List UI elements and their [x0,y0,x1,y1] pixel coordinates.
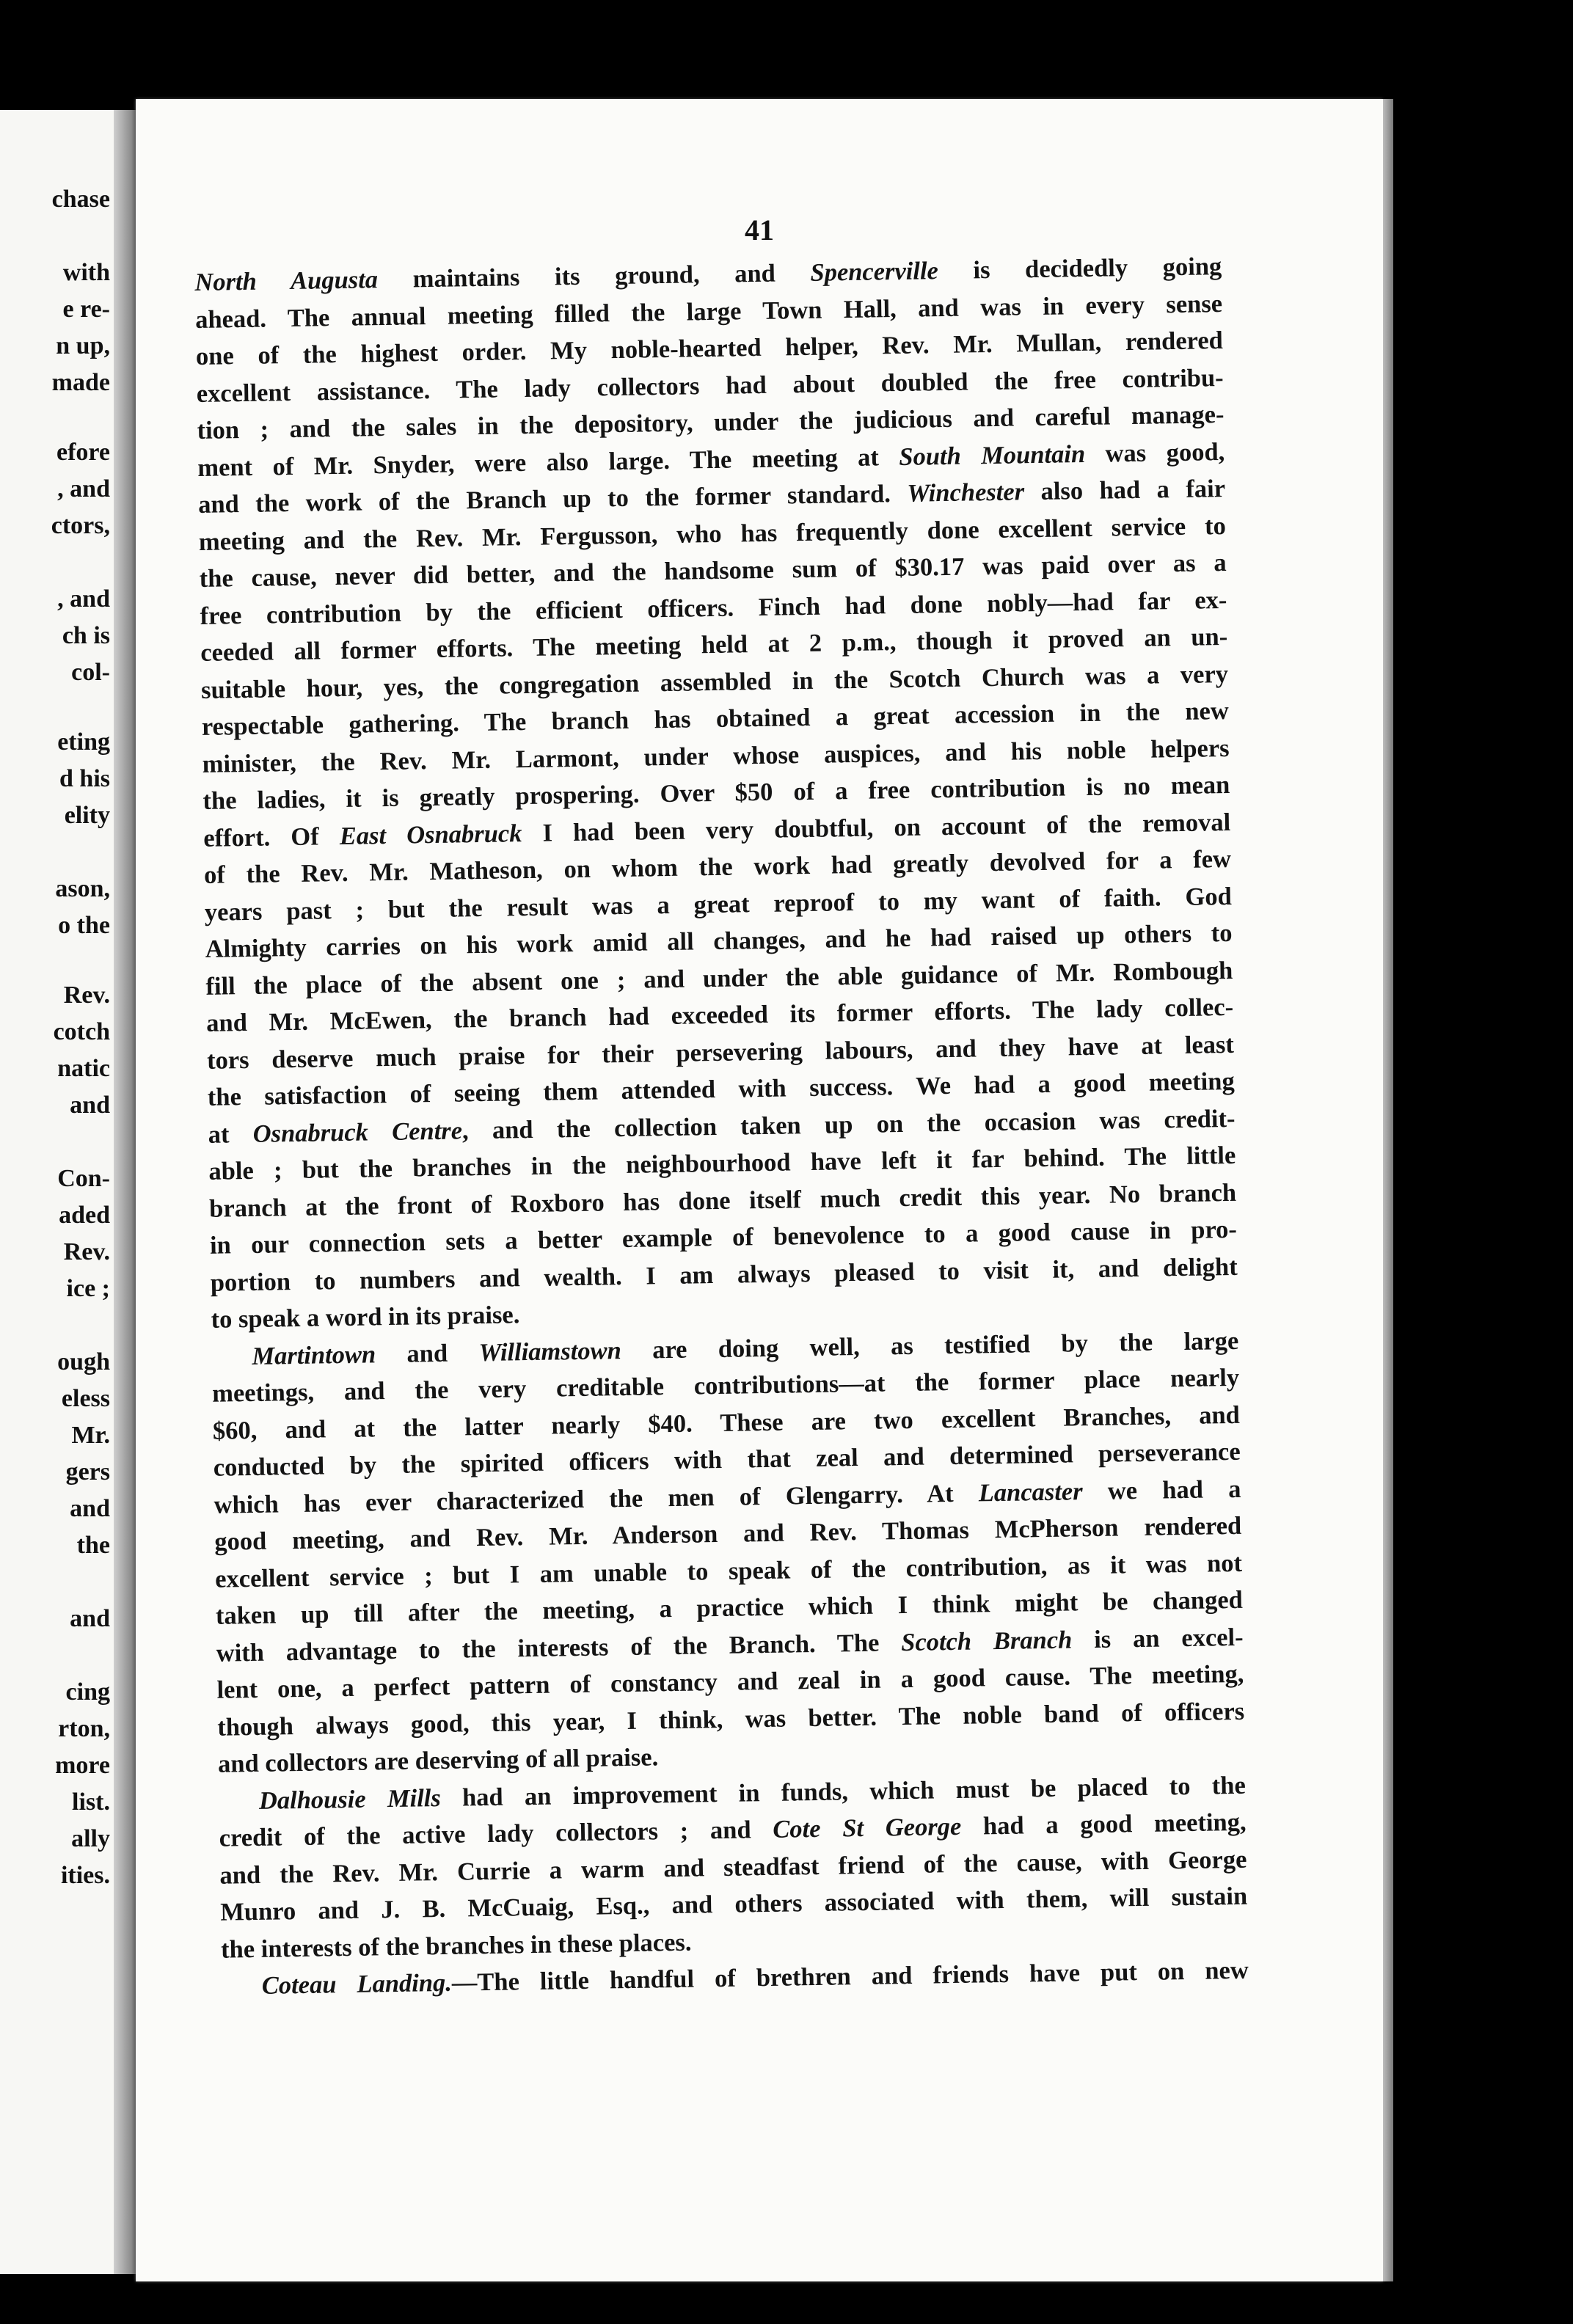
line-text: portion to numbers and wealth. I am always pleased to visit it, and delight [210,1252,1238,1297]
line-text: and the Rev. Mr. Currie a warm and steadfast friend of the cause, with George [219,1845,1247,1890]
line-text: able ; but the branches in the neighbourhood have left it far behind. The little [208,1141,1236,1185]
facing-page-text-fragment: ch is [62,622,110,649]
facing-page-text-fragment: and [70,1605,110,1632]
line-text: meeting and the Rev. Mr. Fergusson, who has frequently done excellent service to [198,511,1227,556]
facing-page-text-fragment: more [55,1752,110,1779]
line-text: tors deserve much praise for their persevering labours, and they have at least [206,1030,1235,1075]
line-text: effort. Of [202,822,340,852]
line-text: was good, [1084,437,1225,468]
facing-page-text-fragment: elity [64,802,110,829]
line-text: we had a [1082,1475,1241,1505]
line-text: the interests of the branches in these places. [220,1928,692,1964]
line-text: —The little handful of brethren and friends have put on new [451,1956,1249,1997]
place-name: Lancaster [978,1477,1083,1507]
line-text: the ladies, it is greatly prospering. Over $50 of a free contribution is no mean [202,770,1230,815]
facing-page-text-fragment: eting [57,728,110,756]
line-text: suitable hour, yes, the congregation assembled in the Scotch Church was a very [200,659,1229,704]
place-name: Dalhousie Mills [258,1783,442,1815]
place-name: East Osnabruck [339,819,522,850]
facing-page-text-fragment: eless [61,1385,110,1412]
facing-page-text-fragment: and [70,1495,110,1522]
facing-page-text-fragment: o the [58,912,110,939]
facing-page-text-fragment: ice ; [66,1275,110,1302]
facing-page-text-fragment: cing [65,1678,110,1706]
line-text: and the work of the Branch up to the former standard. [197,479,908,519]
line-text: had a good meeting, [960,1808,1247,1841]
line-text: free contribution by the efficient officers. Finch had done nobly—had far ex- [200,585,1227,630]
line-text: taken up till after the meeting, a practice which I think might be changed [215,1585,1244,1630]
place-name: Williamstown [478,1336,622,1367]
line-text: with advantage to the interests of the Branch. The [216,1628,902,1667]
facing-page-text-fragment: ities. [60,1862,110,1889]
line-text: credit of the active lady collectors ; and [219,1815,773,1852]
facing-page-text-fragment: , and [57,585,110,613]
place-name: Winchester [907,478,1025,508]
line-text: the satisfaction of seeing them attended with success. We had a good meeting [207,1067,1235,1111]
facing-page-text-fragment: ason, [55,875,110,902]
facing-page-text-fragment: natic [57,1055,110,1082]
line-text: lent one, a perfect pattern of constancy and zeal in a good cause. The meeting, [216,1659,1244,1704]
facing-page-text-fragment: list. [72,1788,110,1816]
line-text: and collectors are deserving of all praise. [217,1743,659,1778]
facing-page-text-fragment: e re- [62,296,110,323]
line-text: in our connection sets a better example of benevolence to a good cause in pro- [209,1215,1238,1260]
place-name: Spencerville [810,257,939,287]
line-text: are doing well, as testified by the large [621,1326,1239,1364]
facing-page-text-fragment: rton, [58,1715,110,1742]
line-text: and Mr. McEwen, the branch had exceeded its former efforts. The lady collec- [205,993,1234,1037]
line-text: excellent assistance. The lady collectors had about doubled the free contribu- [196,363,1224,408]
facing-page-text-fragment: Rev. [63,1238,110,1265]
line-text: meetings, and the very creditable contributions—at the former place nearly [211,1363,1240,1408]
line-text: good meeting, and Rev. Mr. Anderson and Rev. Thomas McPherson rendered [214,1511,1242,1556]
line-text: to speak a word in its praise. [211,1301,520,1334]
line-text: one of the highest order. My noble-hearted helper, Rev. Mr. Mullan, rendered [195,326,1224,370]
line-text: , and the collection taken up on the occasion was credit- [461,1104,1236,1144]
facing-page-text-fragment: Mr. [71,1422,110,1449]
facing-page-text-fragment: ctors, [51,512,110,539]
line-text: ment of Mr. Snyder, were also large. The meeting at [197,442,899,482]
line-text: is decidedly going [938,252,1222,285]
line-text: I had been very doubtful, on account of the removal [522,808,1231,847]
place-name: Cote St George [773,1812,962,1844]
facing-page-text-fragment: the [76,1532,110,1559]
body-text [194,248,1249,2005]
line-text: conducted by the spirited officers with that zeal and determined perseverance [213,1437,1241,1482]
facing-page-text-fragment: ough [57,1348,110,1375]
place-name: Martintown [252,1340,376,1370]
line-text: of the Rev. Mr. Matheson, on whom the work had greatly devolved for a few [203,844,1232,889]
line-text: respectable gathering. The branch has obtained a great accession in the new [201,696,1230,741]
line-text: and [375,1338,479,1368]
facing-page-text-fragment: cotch [53,1018,110,1045]
line-text: tion ; and the sales in the depository, under the judicious and careful manage- [197,400,1225,445]
line-text: ceeded all former efforts. The meeting held at 2 p.m., though it proved an un- [200,622,1228,667]
facing-page-text-fragment: Rev. [63,982,110,1009]
line-text: also had a fair [1023,474,1226,506]
line-text: maintains its ground, and [377,258,811,294]
facing-page-text-fragment: aded [59,1202,110,1229]
line-text: though always good, this year, I think, was better. The noble band of officers [217,1697,1245,1742]
line-text: years past ; but the result was a great reproof to my want of faith. God [204,882,1233,927]
page-edge [1383,99,1393,2281]
place-name: North Augusta [194,266,379,296]
facing-page-text-fragment: n up, [56,332,110,359]
facing-page-text-fragment: col- [71,659,110,686]
line-text: minister, the Rev. Mr. Larmont, under whose auspices, and his noble helpers [202,734,1230,778]
line-text: which has ever characterized the men of Glengarry. At [213,1478,979,1519]
line-text: at [208,1119,253,1149]
facing-page-text-fragment: Con- [57,1165,110,1192]
place-name: Coteau Landing. [261,1968,453,2000]
line-text: excellent service ; but I am unable to speak of the contribution, as it was not [214,1549,1243,1593]
facing-page-text-fragment: made [51,369,110,396]
place-name: South Mountain [899,439,1086,471]
facing-page-text-fragment: with [62,259,110,286]
facing-page-text-fragment: gers [65,1458,110,1486]
line-text: Almighty carries on his work amid all changes, and he had raised up others to [205,918,1233,963]
line-text: had an improvement in funds, which must be placed to the [440,1771,1247,1812]
line-text: fill the place of the absent one ; and under the able guidance of Mr. Rombough [205,956,1233,1001]
facing-page-left [0,110,117,2274]
place-name: Scotch Branch [900,1625,1073,1656]
facing-page-text-fragment: and [70,1092,110,1119]
facing-page-text-fragment: d his [59,765,110,792]
line-text: Munro and J. B. McCuaig, Esq., and others associated with them, will sustain [219,1882,1248,1926]
line-text: ahead. The annual meeting filled the large Town Hall, and was in every sense [194,289,1223,334]
line-text: is an excel- [1071,1623,1244,1654]
facing-page-text-fragment: efore [56,439,110,466]
line-text: $60, and at the latter nearly $40. These are two excellent Branches, and [212,1400,1241,1445]
line-text: the cause, never did better, and the handsome sum of $30.17 was paid over as a [199,548,1227,593]
line-text: branch at the front of Roxboro has done itself much credit this year. No branch [208,1178,1237,1223]
facing-page-text-fragment: ally [71,1825,110,1852]
facing-page-text-fragment: chase [51,186,110,213]
page-number: 41 [745,213,774,246]
facing-page-text-fragment: , and [57,475,110,503]
place-name: Osnabruck Centre [252,1116,463,1148]
